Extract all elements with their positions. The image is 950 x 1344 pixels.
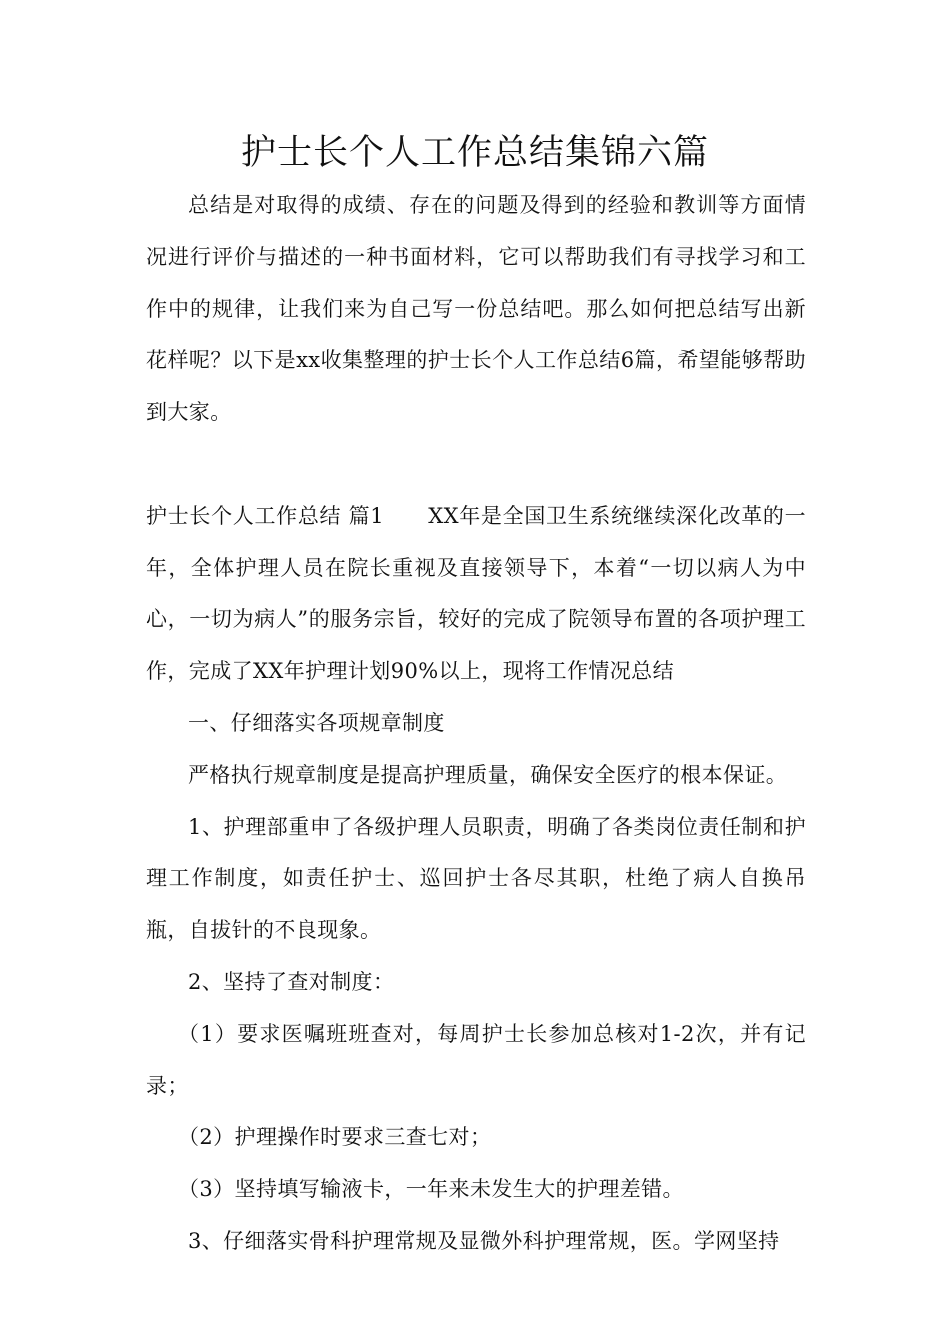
section-1-label: 护士长个人工作总结 篇1 [146, 503, 385, 528]
document-body [146, 180, 806, 1268]
paragraph-subitem-3: （3）坚持填写输液卡，一年来未发生大的护理差错。 [178, 1177, 684, 1202]
paragraph-item-2: 2、坚持了查对制度： [188, 969, 395, 994]
intro-paragraph: 总结是对取得的成绩、存在的问题及得到的经验和教训等方面情况进行评价与描述的一种书面材料，它可以帮助我们有寻找学习和工作中的规律，让我们来为自己写一份总结吧。那么如何把总结写出新花样呢？以下是xx收集整理的护士长个人工作总结6篇，希望能够帮助到大家。 [146, 193, 806, 425]
paragraph-gap [146, 439, 806, 491]
paragraph-item-1: 1、护理部重申了各级护理人员职责，明确了各类岗位责任制和护理工作制度，如责任护士、巡回护士各尽其职，杜绝了病人自换吊瓶，自拔针的不良现象。 [146, 814, 806, 943]
paragraph-regulations-intro: 严格执行规章制度是提高护理质量，确保安全医疗的根本保证。 [188, 762, 788, 787]
paragraph-item-3: 3、仔细落实骨科护理常规及显微外科护理常规，医。学网坚持 [188, 1228, 780, 1253]
section-1-text: XX年是全国卫生系统继续深化改革的一年，全体护理人员在院长重视及直接领导下，本着“一切以病人为中心，一切为病人”的服务宗旨，较好的完成了院领导布置的各项护理工作，完成了XX年护理计划90%以上，现将工作情况总结 [146, 503, 807, 684]
section-1-paragraph [146, 491, 806, 698]
paragraph-subitem-1: （1）要求医嘱班班查对，每周护士长参加总核对1-2次，并有记录； [146, 1021, 806, 1098]
paragraph-subitem-2: （2）护理操作时要求三查七对； [178, 1125, 492, 1150]
section-spacer [384, 504, 428, 528]
heading-regulations: 一、仔细落实各项规章制度 [188, 710, 445, 735]
document-title: 护士长个人工作总结集锦六篇 [240, 133, 709, 173]
